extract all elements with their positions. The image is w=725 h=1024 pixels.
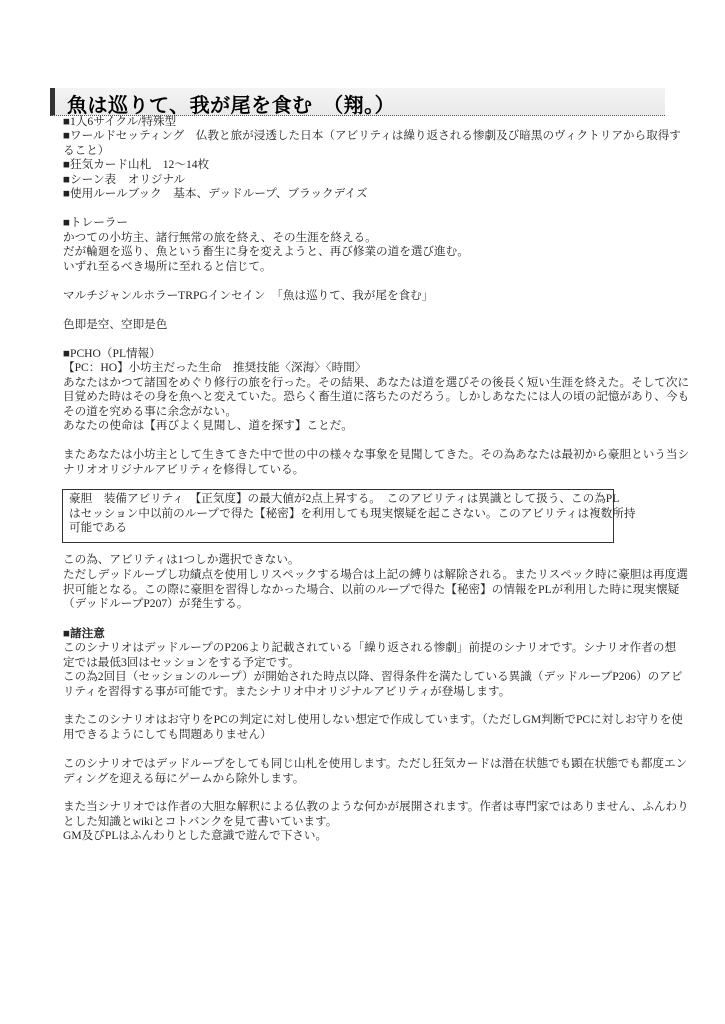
notes-line: リティを習得する事が可能です。またシナリオ中オリジナルアビリティが登場します。	[63, 685, 511, 698]
notes-line: GM及びPLはふんわりとした意識で遊んで下さい。	[63, 829, 328, 842]
notes-line: この為2回目（セッションのループ）が開始された時点以降、習得条件を満たしている異識（デッドループP206）のアビ	[63, 670, 683, 683]
notes-line: このシナリオはデッドループのP206より記載されている「繰り返される惨劇」前提のシナリオです。シナリオ作者の想	[63, 641, 677, 654]
overview-line: ■ワールドセッティング 仏教と旅が浸透した日本（アビリティは繰り返される惨劇及び暗黒のヴィクトリアから取得す	[63, 129, 681, 142]
ability-note: （デッドループP207）が発生する。	[63, 597, 249, 610]
ability-line: 可能である	[69, 521, 127, 534]
ability-note: 択可能となる。この際に豪胆を習得しなかった場合、以前のループで得た【秘密】の情報をPLが利用した時に現実懐疑	[63, 583, 680, 596]
overview-line: ■狂気カード山札 12～14枚	[63, 158, 210, 171]
trailer-line: だが輪廻を巡り、魚という畜生に身を変えようと、再び修業の道を選び進む。	[63, 245, 469, 258]
notes-line: 定では最低3回はセッションをする予定です。	[63, 656, 300, 669]
pcho-line: 目覚めた時はその身を魚へと変えていた。恐らく畜生道に落ちたのだろう。しかしあなたには人の頃の記憶があり、今も	[63, 390, 690, 403]
tagline: マルチジャンルホラーTRPGインセイン 「魚は巡りて、我が尾を食む」	[63, 289, 434, 302]
notes-line: またこのシナリオはお守りをPCの判定に対し使用しない想定で作成しています。（ただしGM判断でPCに対しお守りを使	[63, 713, 683, 726]
trailer-line: いずれ至るべき場所に至れると信じて。	[63, 260, 272, 273]
pcho-line: あなたの使命は【再びよく見聞し、道を探す】ことだ。	[63, 419, 353, 432]
pcho-line: ナリオオリジナルアビリティを修得している。	[63, 463, 305, 476]
overview-line: ■使用ルールブック 基本、デッドループ、ブラックデイズ	[63, 187, 368, 200]
trailer-line: かつての小坊主、諸行無常の旅を終え、その生涯を終える。	[63, 231, 377, 244]
ability-note: この為、アビリティは1つしか選択できない。	[63, 553, 300, 566]
notes-heading: ■諸注意	[63, 627, 105, 640]
ability-line: はセッション中以前のループで得た【秘密】を利用しても現実懐疑を起こさない。このアビリティは複数所持	[69, 507, 636, 520]
pcho-line: あなたはかつて諸国をめぐり修行の旅を行った。その結果、あなたは道を選びその後長く短い生涯を終えた。そして次に	[63, 376, 690, 389]
pcho-line: 【PC：HO】小坊主だった生命 推奨技能〈深海〉〈時間〉	[63, 361, 367, 374]
notes-line: 用できるようにしても問題ありません）	[63, 728, 272, 741]
pcho-line: その道を究める事に余念がない。	[63, 405, 237, 418]
pcho-heading: ■PCHO（PL情報）	[63, 347, 161, 360]
trailer-heading: ■トレーラー	[63, 216, 128, 229]
notes-line: とした知識とwikiとコトバンクを見て書いています。	[63, 815, 338, 828]
pcho-line: またあなたは小坊主として生きてきた中で世の中の様々な事象を見聞してきた。その為あなたは最初から豪胆という当シ	[63, 448, 690, 461]
page-title: 魚は巡りて、我が尾を食む （翔。）	[67, 93, 396, 117]
overview-line: ること）	[63, 144, 110, 157]
overview-line: ■シーン表 オリジナル	[63, 173, 186, 186]
ability-box	[62, 489, 636, 543]
motto: 色即是空、空即是色	[63, 318, 168, 331]
notes-line: このシナリオではデッドループをしても同じ山札を使用します。ただし狂気カードは潜在状態でも顕在状態でも都度エン	[63, 757, 688, 770]
notes-line: ディングを迎える毎にゲームから除外します。	[63, 772, 305, 785]
ability-line: 豪胆 装備アビリティ 【正気度】の最大値が2点上昇する。 このアビリティは異識として扱う、この為PL	[69, 492, 620, 505]
overview-line: ■1人6サイクル/特殊型	[63, 115, 177, 128]
notes-line: また当シナリオでは作者の大胆な解釈による仏教のような何かが展開されます。作者は専門家ではありません、ふんわり	[63, 800, 689, 813]
title-band	[50, 88, 665, 116]
ability-note: ただしデッドループし功績点を使用しリスペックする場合は上記の縛りは解除される。またリスペック時に豪胆は再度選	[63, 568, 688, 581]
